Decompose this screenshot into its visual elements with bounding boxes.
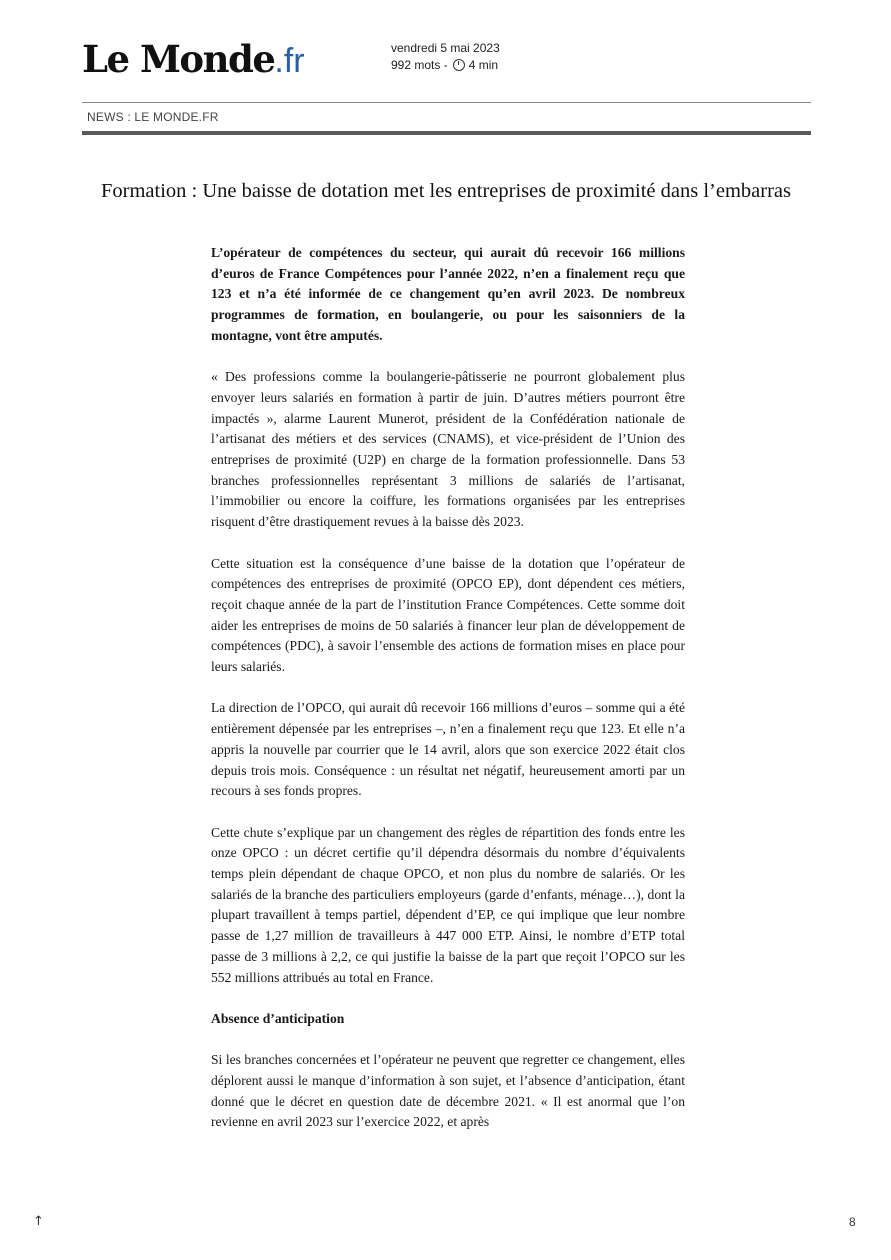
publication-date: vendredi 5 mai 2023	[391, 41, 500, 55]
article-subheading: Absence d’anticipation	[211, 1010, 345, 1026]
article-lead: L’opérateur de compétences du secteur, qui aurait dû recevoir 166 millions d’euros de France Compétences pour l’année 2022, n’en a finalement reçu que 123 et n’a été informée de ce changement qu’en avril 2023. De nombreux programmes de formation, en boulangerie, ou pour les saisonniers de la montagne, vont être amputés.	[211, 245, 685, 343]
masthead	[82, 36, 305, 82]
read-time: 4 min	[468, 58, 499, 72]
article-paragraph-2: Cette situation est la conséquence d’une baisse de la dotation que l’opérateur de compétences des entreprises de proximité (OPCO EP), dont dépendent ces métiers, reçoit chaque année de la part de l’institution France Compétences. Cette somme doit aider les entreprises de moins de 50 salariés à financer leur plan de développement de compétences (PDC), à savoir l’ensemble des actions de formation mises en place pour leurs salariés.	[211, 555, 685, 675]
reading-info	[391, 57, 500, 74]
word-count: 992 mots -	[391, 58, 448, 72]
section-divider	[82, 131, 811, 135]
logo-suffix-text: .fr	[274, 42, 305, 80]
le-monde-logo[interactable]	[82, 36, 305, 84]
clock-icon	[453, 59, 465, 71]
article-paragraph-3: La direction de l’OPCO, qui aurait dû recevoir 166 millions d’euros – somme qui a été entièrement dépensée par les entreprises –, n’en a finalement reçu que 123. Et elle n’a appris la nouvelle par courrier que le 14 avril, alors que son exercice 2022 était clos depuis trois mois. Conséquence : un résultat net négatif, heureusement amorti par un recours à ses fonds propres.	[211, 700, 685, 799]
back-to-top-arrow-icon[interactable]: ↑	[33, 1214, 44, 1229]
article-paragraph-1: « Des professions comme la boulangerie-pâtisserie ne pourront globalement plus envoyer leurs salariés en formation à partir de juin. D’autres métiers pourront être impactés », alarme Laurent Munerot, président de la Confédération nationale de l’artisanat des métiers et des services (CNAMS), et vice-président de l’Union des entreprises de proximité (U2P) en charge de la formation professionnelle. Dans 53 branches professionnelles représentant 3 millions de salariés de l’artisanat, l’immobilier ou encore la coiffure, les formations organisées par les entreprises risquent d’être drastiquement revues à la baisse dès 2023.	[211, 369, 685, 530]
section-label: NEWS : LE MONDE.FR	[87, 110, 219, 124]
page-number: 8	[849, 1215, 856, 1229]
article-body	[211, 243, 685, 1154]
article-title: Formation : Une baisse de dotation met les entreprises de proximité dans l’embarras	[101, 180, 791, 202]
article-meta	[391, 40, 500, 74]
logo-main-text: Le Monde	[82, 37, 275, 81]
article-paragraph-4: Cette chute s’explique par un changement des règles de répartition des fonds entre les onze OPCO : un décret certifie qu’il dépendra désormais du nombre d’équivalents temps plein dépendant de chaque OPCO, et non plus du nombre de salariés. Or les salariés de la branche des particuliers employeurs (garde d’enfants, ménage…), dont la plupart travaillent à temps partiel, dépendent d’EP, ce qui implique que leur nombre passe de 1,27 million de travailleurs à 447 000 ETP. Ainsi, le nombre d’ETP total passe de 3 millions à 2,2, ce qui justifie la baisse de la part que reçoit l’OPCO sur les 552 millions attribués au total en France.	[211, 824, 685, 985]
article-paragraph-5: Si les branches concernées et l’opérateur ne peuvent que regretter ce changement, elles déplorent aussi le manque d’information à son sujet, et l’absence d’anticipation, étant donné que le décret en question date de décembre 2021. « Il est anormal que l’on revienne en avril 2023 sur l’exercice 2022, et après	[211, 1052, 685, 1130]
header-divider	[82, 102, 811, 103]
